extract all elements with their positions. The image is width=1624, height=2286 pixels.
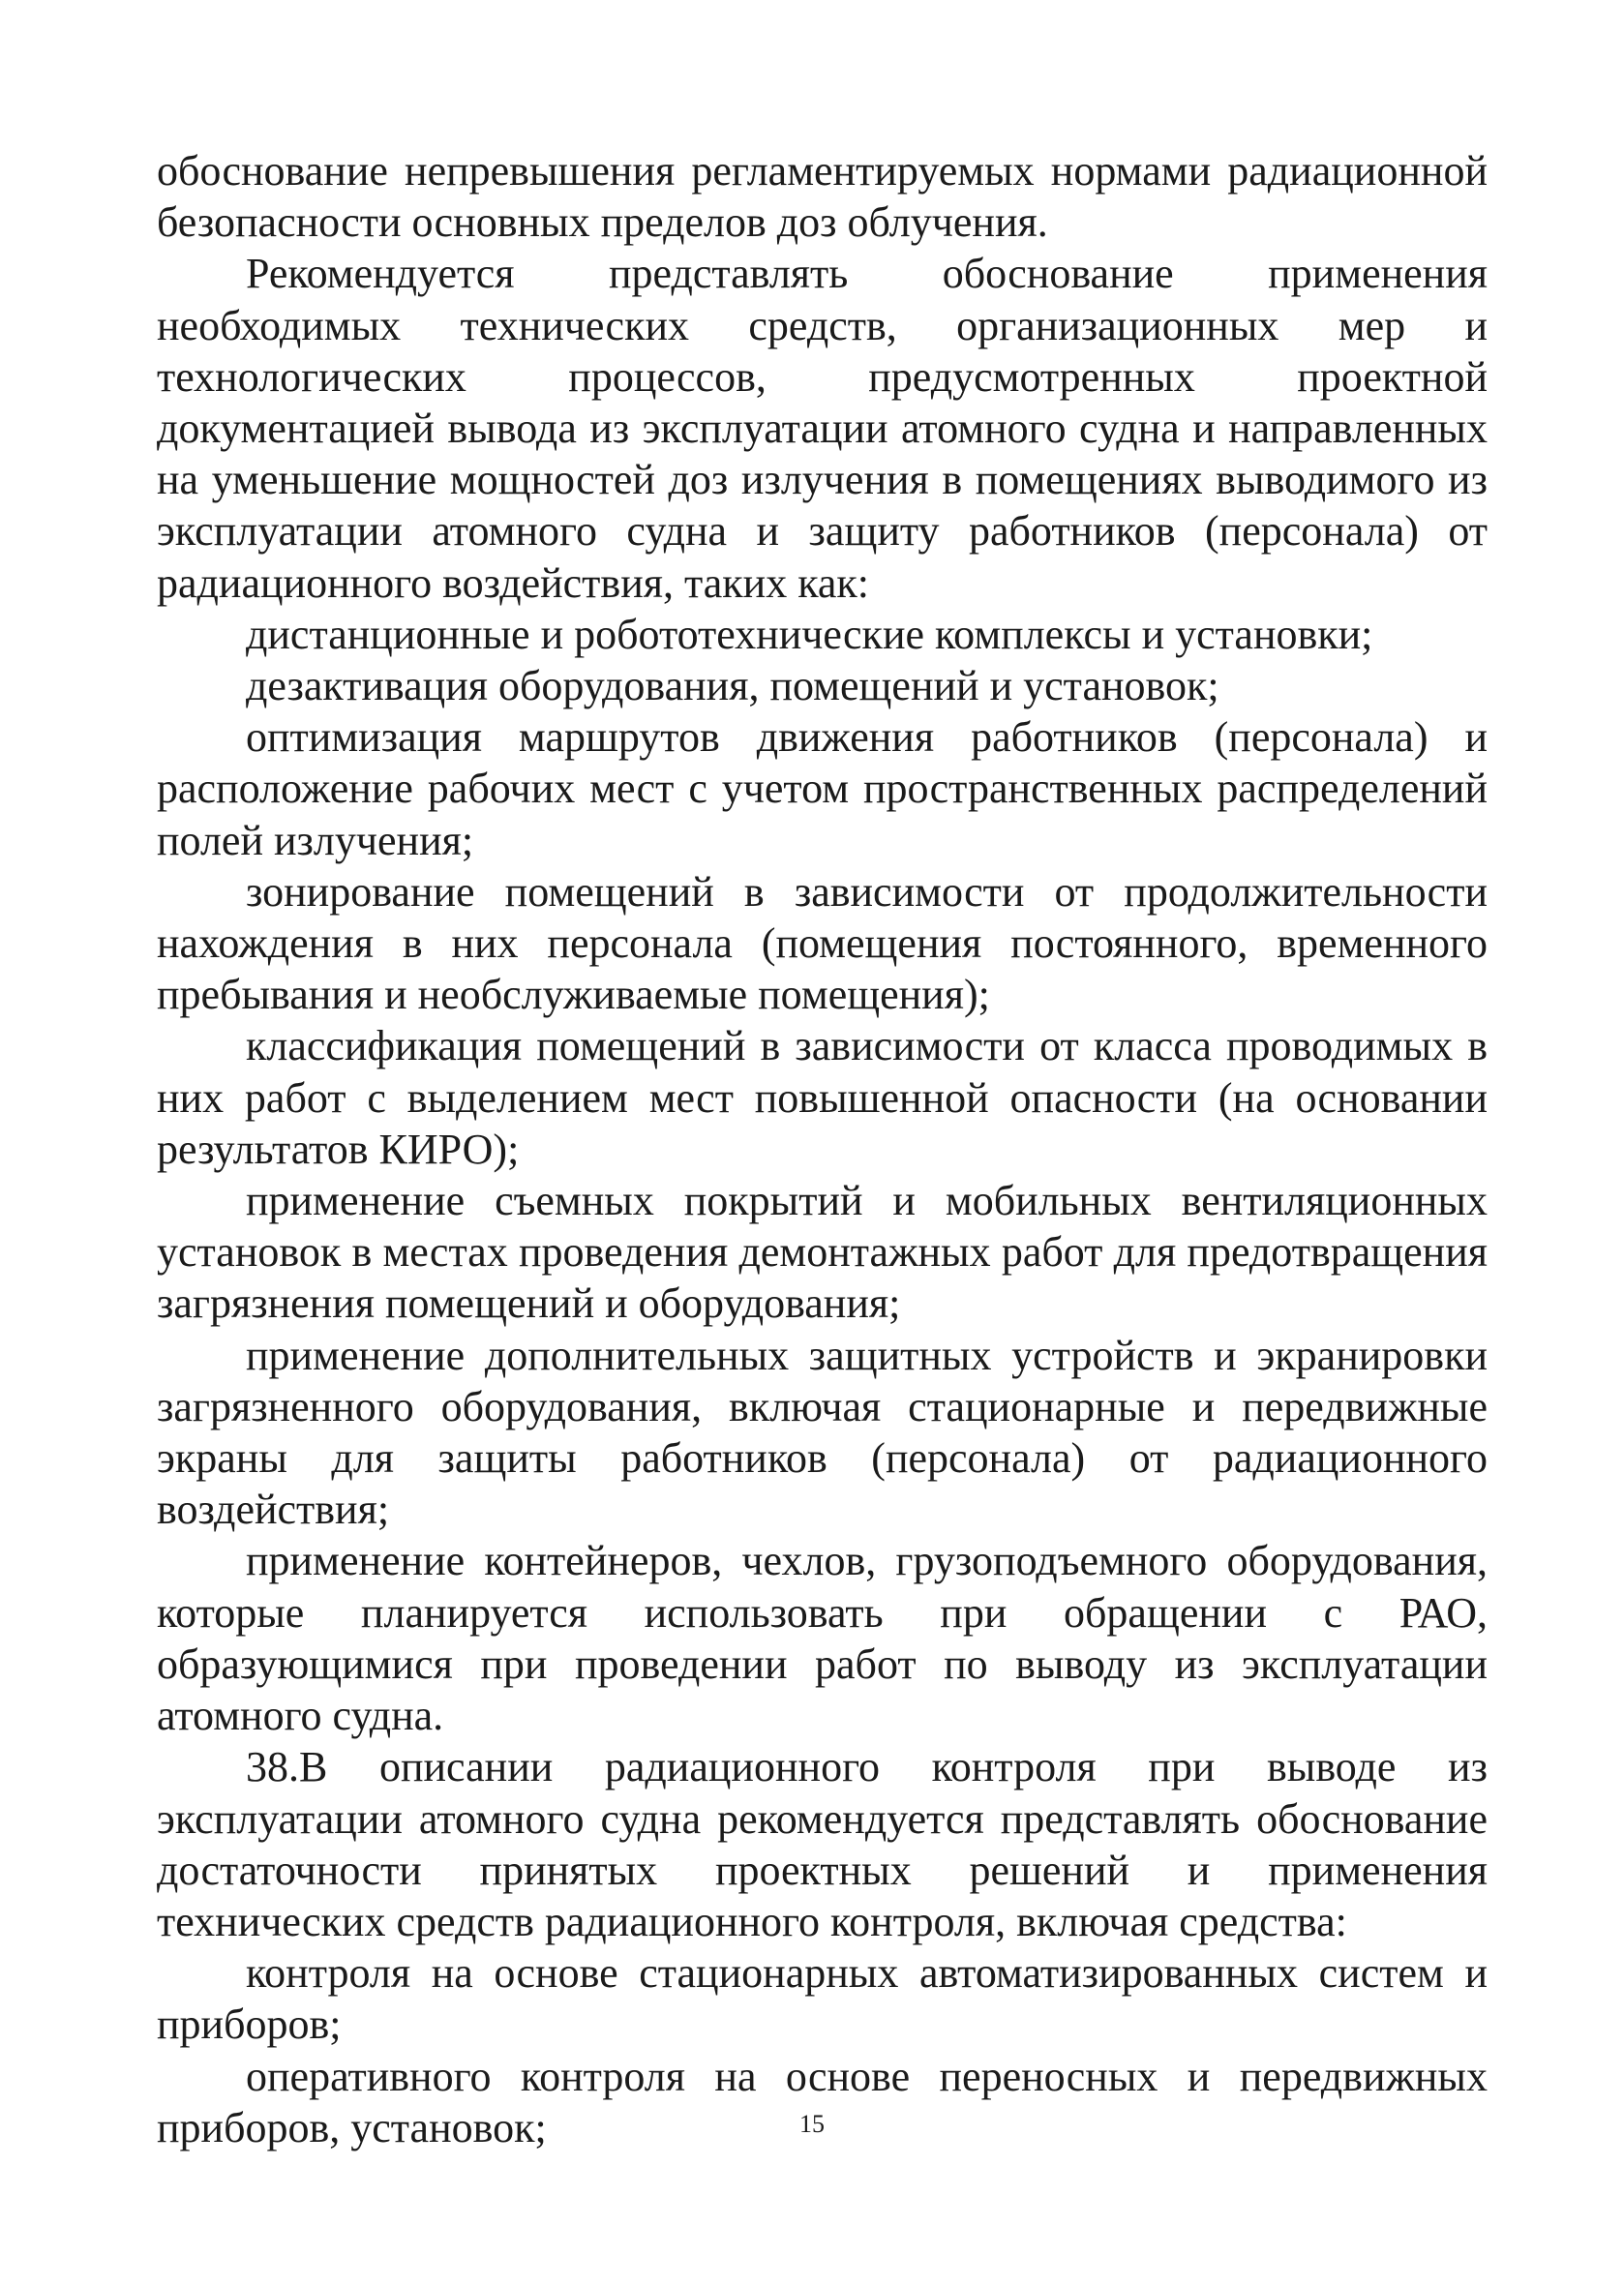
list-item-remote-complexes: дистанционные и робототехнические комплексы и установки;	[246, 610, 1373, 658]
list-item-route-optimization: оптимизация маршрутов движения работников (персонала) и расположение рабочих мест с учетом пространственных распределений полей излучения;	[157, 713, 1488, 864]
list-item-shielding: применение дополнительных защитных устройств и экранировки загрязненного оборудования, включая стационарные и передвижные экраны для защиты работников (персонала) от радиационного воздействия;	[157, 1331, 1488, 1534]
list-item-classification: классификация помещений в зависимости от класса проводимых в них работ с выделением мест повышенной опасности (на основании результатов КИРО);	[157, 1022, 1488, 1173]
list-item-removable-coatings: применение съемных покрытий и мобильных вентиляционных установок в местах проведения демонтажных работ для предотвращения загрязнения помещений и оборудования;	[157, 1177, 1488, 1328]
list-item-zoning: зонирование помещений в зависимости от продолжительности нахождения в них персонала (помещения постоянного, временного пребывания и необслуживаемые помещения);	[157, 867, 1488, 1019]
list-item-stationary-control: контроля на основе стационарных автоматизированных систем и приборов;	[157, 1949, 1488, 2049]
list-item-operational-control: оперативного контроля на основе переносных и передвижных приборов, установок;	[157, 2052, 1488, 2151]
list-item-decontamination: дезактивация оборудования, помещений и установок;	[246, 662, 1219, 710]
body-text	[157, 145, 1488, 2153]
list-item-containers: применение контейнеров, чехлов, грузоподъемного оборудования, которые планируется использовать при обращении с РАО, образующимися при проведении работ по выводу из эксплуатации атомного судна.	[157, 1537, 1488, 1740]
page-number: 15	[799, 2110, 825, 2138]
paragraph-continuation: обоснование непревышения регламентируемых нормами радиационной безопасности основных пределов доз облучения.	[157, 147, 1488, 247]
paragraph-recommendation: Рекомендуется представлять обоснование применения необходимых технических средств, организационных мер и технологических процессов, предусмотренных проектной документацией вывода из эксплуатации атомного судна и направленных на уменьшение мощностей доз излучения в помещениях выводимого из эксплуатации атомного судна и защиту работников (персонала) от радиационного воздействия, таких как:	[157, 250, 1488, 607]
paragraph-section-38: 38.В описании радиационного контроля при выводе из эксплуатации атомного судна рекомендуется представлять обоснование достаточности принятых проектных решений и применения технических средств радиационного контроля, включая средства:	[157, 1743, 1488, 1945]
